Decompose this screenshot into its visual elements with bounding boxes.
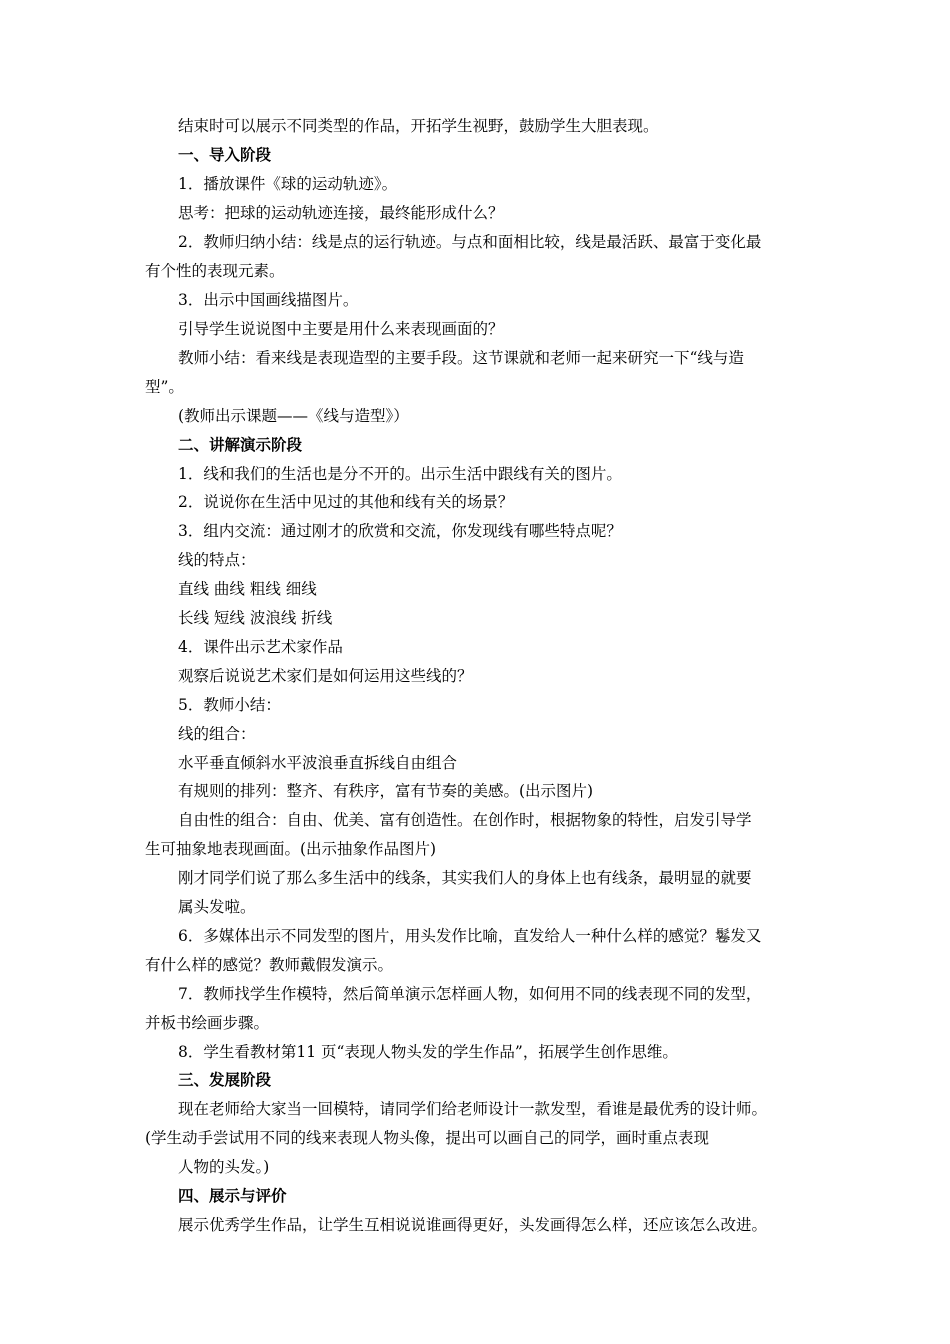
paragraph-line: 线的组合： — [178, 725, 256, 743]
paragraph-line: 型”。 — [145, 378, 184, 396]
paragraph-line: 生可抽象地表现画面。(出示抽象作品图片) — [145, 840, 437, 858]
paragraph-line: 展示优秀学生作品，让学生互相说说谁画得更好，头发画得怎么样，还应该怎么改进。 — [178, 1216, 768, 1234]
paragraph-line: 2．说说你在生活中见过的其他和线有关的场景？ — [178, 493, 514, 511]
section-heading-intro: 一、导入阶段 — [178, 145, 272, 164]
paragraph-line: 属头发啦。 — [178, 898, 256, 916]
paragraph-line: 2．教师归纳小结：线是点的运行轨迹。与点和面相比较，线是最活跃、最富于变化最 — [178, 233, 762, 251]
paragraph-line: 有个性的表现元素。 — [145, 262, 285, 280]
paragraph-line: 直线 曲线 粗线 细线 — [178, 580, 317, 598]
paragraph-line: 人物的头发。) — [178, 1158, 270, 1176]
paragraph-line: 有什么样的感觉？教师戴假发演示。 — [145, 956, 394, 974]
paragraph-line: 长线 短线 波浪线 折线 — [178, 609, 333, 627]
paragraph-line: 引导学生说说图中主要是用什么来表现画面的？ — [178, 320, 504, 338]
paragraph-line: 思考：把球的运动轨迹连接，最终能形成什么？ — [178, 204, 504, 222]
paragraph-line: 3．组内交流：通过刚才的欣赏和交流，你发现线有哪些特点呢？ — [178, 522, 622, 540]
paragraph-line: 自由性的组合：自由、优美、富有创造性。在创作时，根据物象的特性，启发引导学 — [178, 811, 752, 829]
paragraph-line: 1．播放课件《球的运动轨迹》。 — [178, 175, 398, 193]
paragraph-line: 观察后说说艺术家们是如何运用这些线的？ — [178, 667, 473, 685]
paragraph-line: (教师出示课题——《线与造型》） — [178, 407, 409, 425]
paragraph-line: 3．出示中国画线描图片。 — [178, 291, 359, 309]
paragraph-line: 并板书绘画步骤。 — [145, 1014, 270, 1032]
section-heading-demo: 二、讲解演示阶段 — [178, 435, 303, 454]
paragraph-line: (学生动手尝试用不同的线来表现人物头像，提出可以画自己的同学，画时重点表现 — [145, 1129, 710, 1147]
section-heading-development: 三、发展阶段 — [178, 1070, 272, 1089]
section-heading-evaluation: 四、展示与评价 — [178, 1186, 287, 1205]
paragraph-line: 线的特点： — [178, 551, 256, 569]
paragraph-line: 5．教师小结： — [178, 696, 281, 714]
paragraph-line: 结束时可以展示不同类型的作品，开拓学生视野，鼓励学生大胆表现。 — [178, 117, 659, 135]
paragraph-line: 7．教师找学生作模特，然后简单演示怎样画人物，如何用不同的线表现不同的发型， — [178, 985, 762, 1003]
paragraph-line: 有规则的排列：整齐、有秩序，富有节奏的美感。(出示图片) — [178, 782, 594, 800]
paragraph-line: 4．课件出示艺术家作品 — [178, 638, 343, 656]
paragraph-line: 6．多媒体出示不同发型的图片，用头发作比喻，直发给人一种什么样的感觉？鬈发又 — [178, 927, 762, 945]
paragraph-line: 水平垂直倾斜水平波浪垂直拆线自由组合 — [178, 754, 458, 772]
paragraph-line: 1．线和我们的生活也是分不开的。出示生活中跟线有关的图片。 — [178, 465, 622, 483]
paragraph-line: 刚才同学们说了那么多生活中的线条，其实我们人的身体上也有线条，最明显的就要 — [178, 869, 752, 887]
paragraph-line: 现在老师给大家当一回模特，请同学们给老师设计一款发型，看谁是最优秀的设计师。 — [178, 1100, 768, 1118]
paragraph-line: 教师小结：看来线是表现造型的主要手段。这节课就和老师一起来研究一下“线与造 — [178, 349, 744, 367]
paragraph-line: 8．学生看教材第11 页“表现人物头发的学生作品”，拓展学生创作思维。 — [178, 1043, 678, 1061]
